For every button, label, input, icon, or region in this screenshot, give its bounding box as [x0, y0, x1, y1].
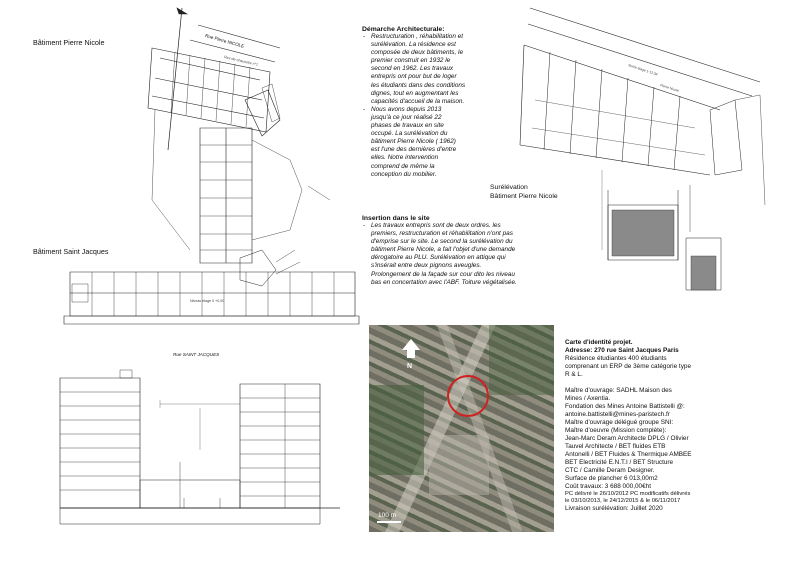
- demarche-section: [362, 26, 477, 179]
- id-card-line: Maître d'ouvrage délégué groupe SNI:: [565, 419, 674, 426]
- insertion-item: - Les travaux entrepris sont de deux ordres. les premiers, restructuration et réhabilitation n'ont pas d'emprise sur le site. Le second la surélévation du bâtiment Pierre Nicole, a fait l'objet d'une demande dérogatoire au PLU. Surélévation en attique qui s'insérait entre deux pignons aveugles. Prolongement de la façade sur cour dito les niveau bas en concertation avec l'ABF. Toiture végétalisée.: [362, 222, 522, 287]
- map-block: [429, 435, 489, 495]
- aerial-map: [369, 325, 554, 532]
- label-rue-saint-jacques: Rue SAINT JACQUES: [173, 352, 220, 357]
- id-card-line: R & L.: [565, 371, 583, 378]
- id-card-line: le 03/10/2013, le 24/12/2015 & le 06/11/2017: [565, 497, 681, 504]
- id-card-line: Jean-Marc Deram Architecte DPLG / Olivier: [565, 435, 689, 442]
- insertion-section: [362, 215, 522, 287]
- surelevation-caption: [490, 183, 558, 201]
- surelevation-plan: [510, 0, 780, 300]
- id-card-spacer: [565, 379, 790, 387]
- insertion-list: [362, 222, 522, 287]
- id-card-line: Livraison surélévation: Juillet 2020: [565, 504, 663, 512]
- id-card-line: Coût travaux: 3 688 000,00€ht: [565, 483, 651, 490]
- id-card-line: Tauvel Architecte / BET fluides ETB: [565, 443, 666, 450]
- label-batiment-pierre-nicole: Bâtiment Pierre Nicole: [33, 38, 105, 47]
- id-card-line: comprenant un ERP de 3ème catégorie type: [565, 363, 691, 370]
- id-card-address: Adresse: 270 rue Saint Jacques Paris: [565, 347, 679, 354]
- id-card-line: PC délivré le 26/10/2012 PC modificatifs délivrés: [565, 491, 691, 497]
- map-scale-bar: [377, 521, 401, 523]
- surelevation-caption-line1: Surélévation: [490, 184, 528, 191]
- id-card-line: BET Electricité E.N.T.I / BET Structure: [565, 459, 674, 466]
- id-card-line: Maître d'ouvrage: SADHL Maison des: [565, 387, 672, 394]
- id-card-title: Carte d'identité projet.: [565, 339, 633, 346]
- svg-text:Pierre Nicole: Pierre Nicole: [659, 83, 680, 93]
- demarche-list: [362, 33, 477, 179]
- id-card-line: Fondation des Mines Antoine Battistelli @:: [565, 403, 685, 410]
- ground-floor-plan: [40, 0, 380, 340]
- map-scale-label: 100 m: [378, 512, 397, 519]
- svg-text:Niveau étage 0 +0,00: Niveau étage 0 +0,00: [190, 299, 225, 303]
- building-section: [40, 360, 340, 540]
- id-card-line: CTC / Camille Deram Designer.: [565, 467, 655, 474]
- map-park-area: [489, 325, 554, 395]
- id-card-line: Résidence étudiantes 400 étudiants: [565, 355, 667, 362]
- surelevation-caption-line2: Bâtiment Pierre Nicole: [490, 193, 558, 200]
- id-card-line: antoine.battistelli@mines-paristech.fr: [565, 411, 670, 418]
- north-arrow-stem: [407, 350, 415, 358]
- id-card-line: Maître d'oeuvre (Mission complète):: [565, 427, 667, 434]
- map-north-label: N: [407, 363, 413, 370]
- project-id-card: [565, 339, 790, 513]
- label-batiment-saint-jacques: Bâtiment Saint Jacques: [33, 247, 109, 256]
- id-card-line: Antonelli / BET Fluides & Thermique AMBEE: [565, 451, 692, 458]
- svg-text:Sortie étage 1-12,34: Sortie étage 1-12,34: [627, 63, 659, 77]
- north-arrow-icon: [402, 339, 420, 350]
- project-location-circle-icon: [447, 375, 489, 417]
- demarche-item: - Nous avons depuis 2013 jusqu'à ce jour réalisé 22 phases de travaux en site occupé. La surélévation du bâtiment Pierre Nicole ( 1962) est l'une des dernières d'entre elles. Notre intervention comprend de même la conception du mobilier.: [362, 106, 461, 179]
- id-card-line: Mines / Axentia.: [565, 395, 611, 402]
- demarche-title: Démarche Architecturale:: [362, 26, 445, 33]
- id-card-line: Surface de plancher 6 013,00m2: [565, 475, 658, 482]
- demarche-item: - Restructuration , réhabilitation et surélévation. La résidence est composée de deux bâtiments, le premier construit en 1932 le second en 1962. Les travaux entrepris ont pour but de loger les étudiants dans des conditions dignes, tout en augmentant les capacités d'accueil de la maison.: [362, 33, 466, 106]
- insertion-title: Insertion dans le site: [362, 215, 430, 222]
- map-park-area: [369, 385, 424, 475]
- label-rue-pierre-nicole: Rue Pierre NICOLE: [204, 33, 245, 49]
- svg-text:Rez-de-chaussée n°1: Rez-de-chaussée n°1: [223, 55, 259, 67]
